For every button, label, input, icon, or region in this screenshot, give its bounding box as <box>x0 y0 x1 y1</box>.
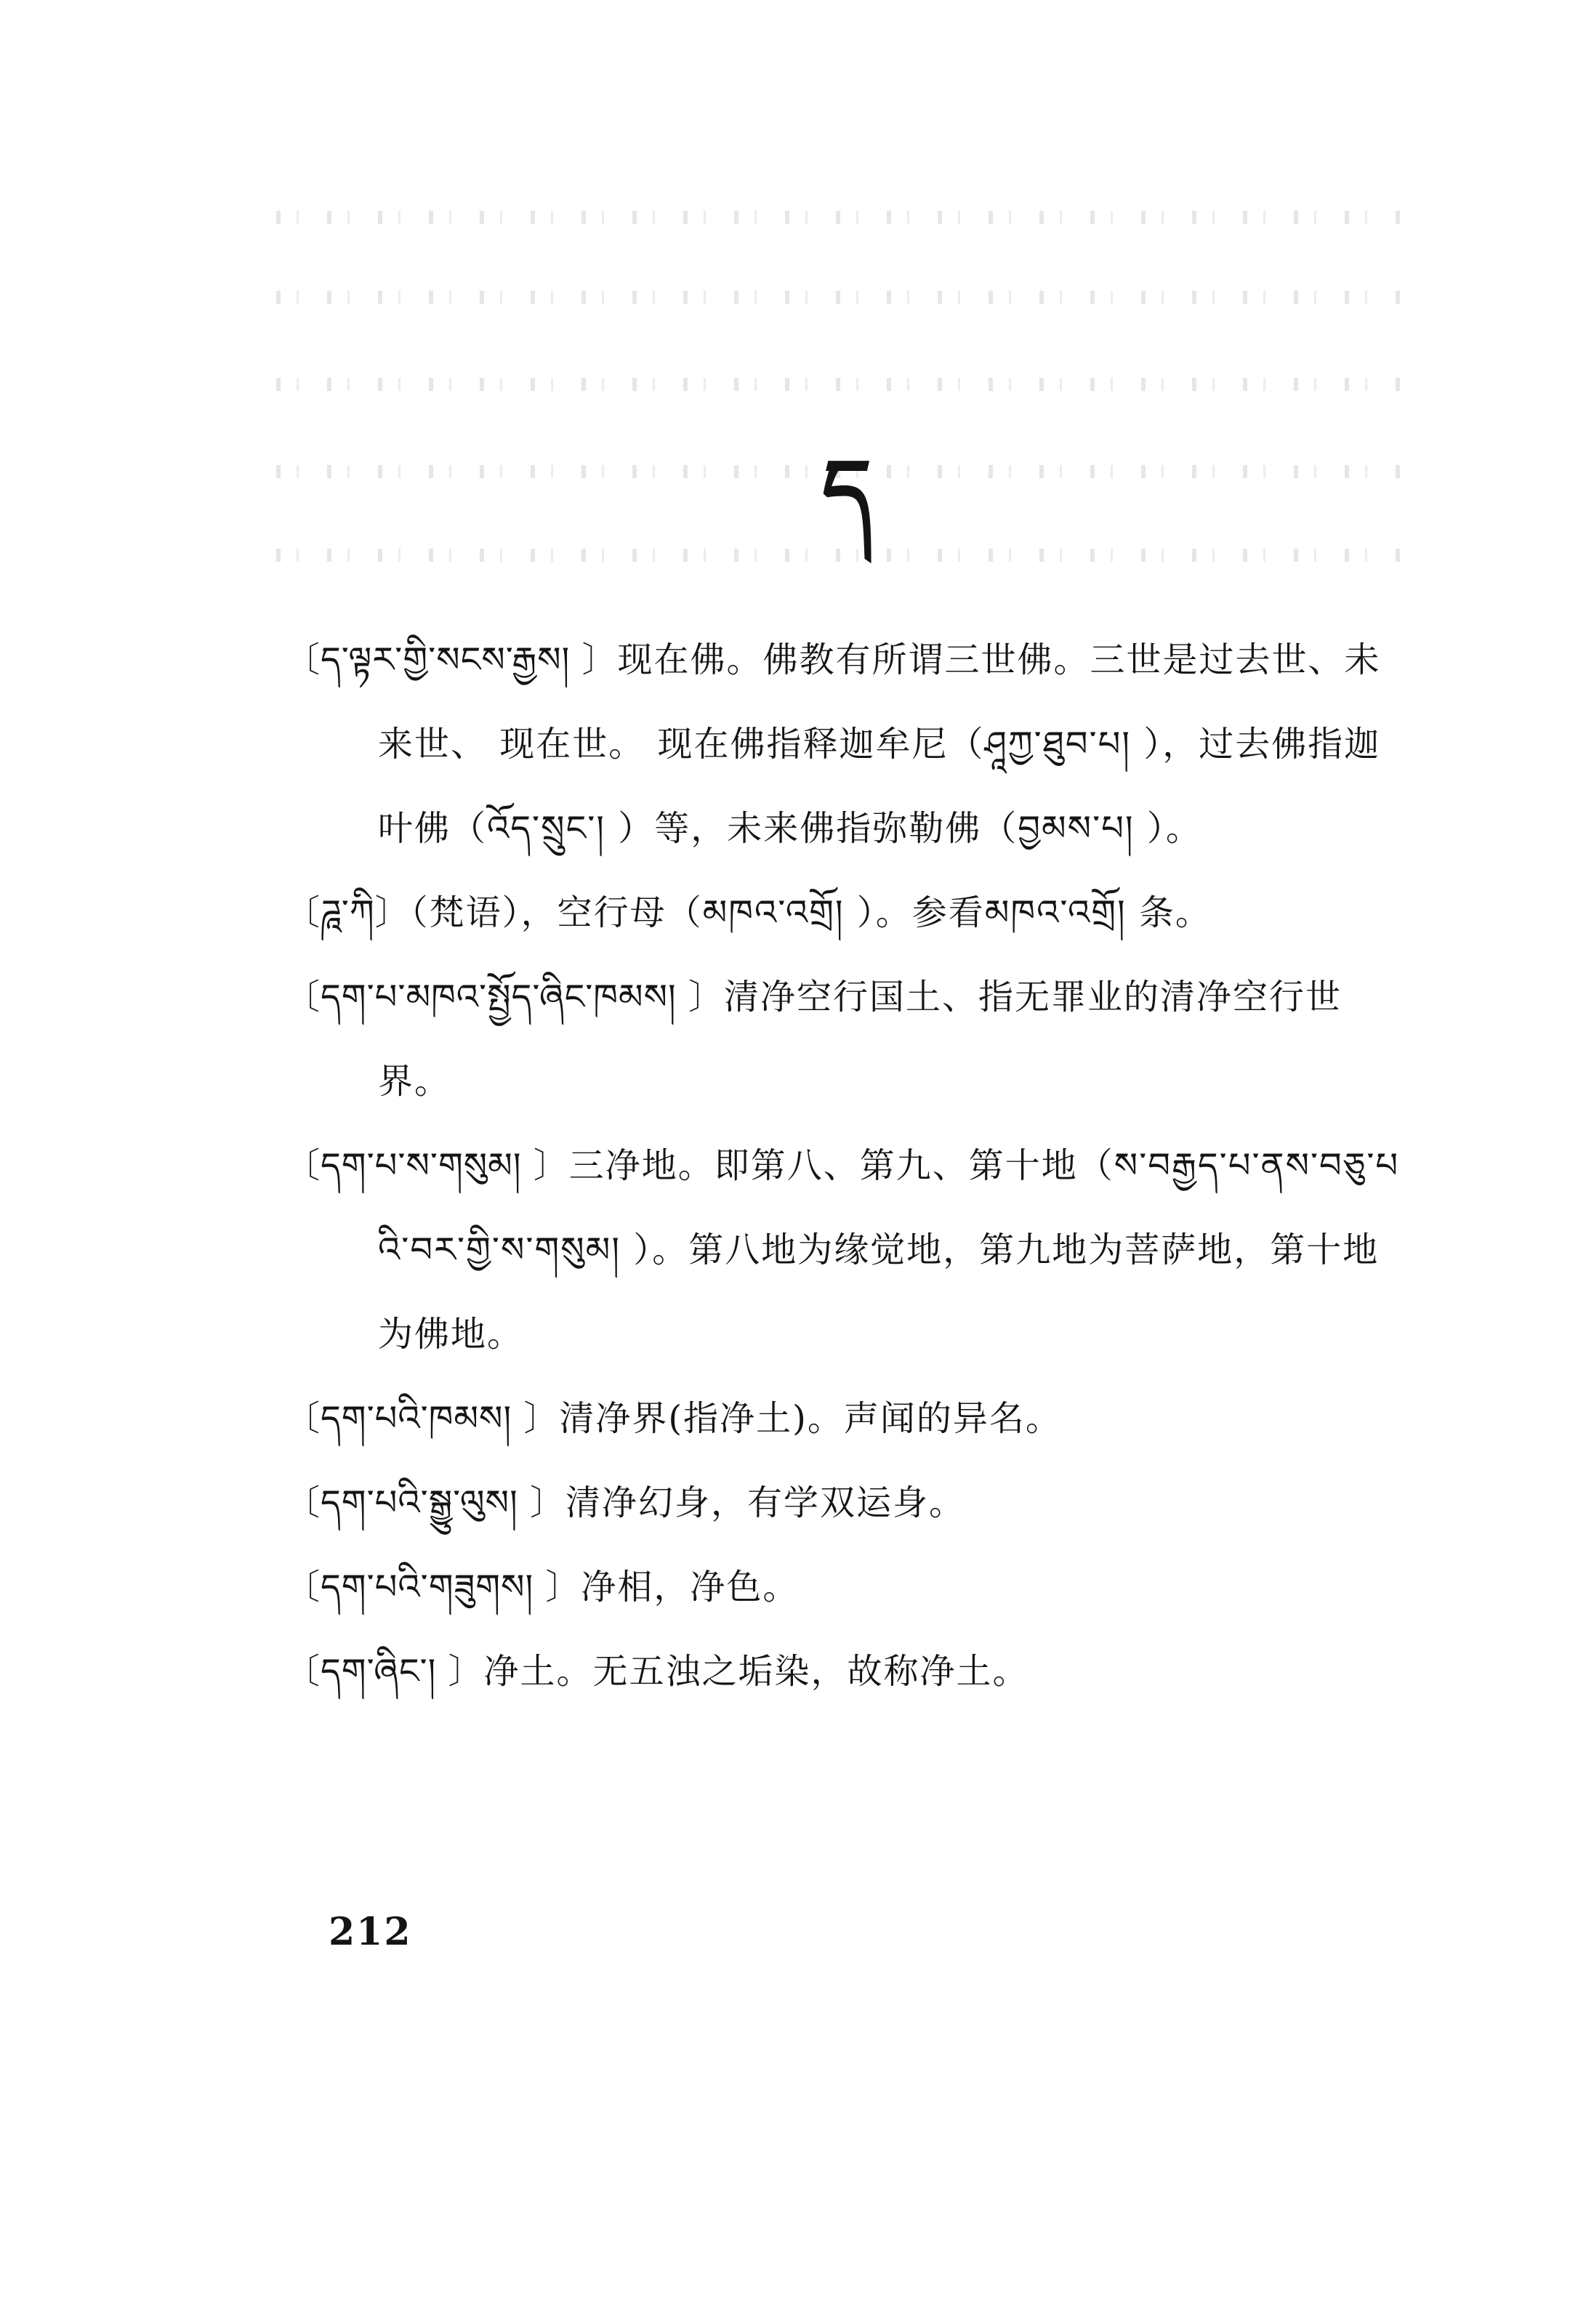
dictionary-entry <box>285 1376 1404 1461</box>
entry-definition: （梵语），空行母（མཁའ་འགྲོ། ）。参看མཁའ་འགྲོ། 条。 <box>410 892 1212 933</box>
entry-list <box>285 618 1404 1714</box>
dictionary-entry <box>285 1123 1404 1376</box>
entry-headword: 〔དག་པ་ས་གསུམ། 〕 <box>285 1145 569 1186</box>
dictionary-entry <box>285 955 1404 1123</box>
entry-headword: 〔ཌཱ་ཀི〕 <box>285 892 411 933</box>
entry-definition: 三净地。即第八、第九、第十地（ས་བརྒྱད་པ་ནས་བཅུ་པའི་བར་གྱི་ས་གསུམ། ）。第八地为缘觉地，第九地为菩萨地，第十地为佛地。 <box>378 1145 1400 1355</box>
entry-headword: 〔ད་ལྟར་གྱི་སངས་རྒྱས། 〕 <box>285 639 618 680</box>
entry-definition: 清净界(指净土)。声闻的异名。 <box>559 1398 1062 1439</box>
entry-headword: 〔དག་པའི་ཁམས། 〕 <box>285 1398 560 1439</box>
entry-definition: 清净幻身，有学双运身。 <box>565 1482 966 1523</box>
bleed-through-noise <box>276 378 1410 391</box>
entry-headword: 〔དག་ཞིང་། 〕 <box>285 1651 484 1692</box>
section-letter: ད <box>821 440 872 541</box>
bleed-through-noise <box>276 291 1410 304</box>
dictionary-entry <box>285 618 1404 871</box>
entry-headword: 〔དག་པའི་སྒྱུ་ལུས། 〕 <box>285 1482 565 1523</box>
dictionary-entry <box>285 1461 1404 1545</box>
bleed-through-noise <box>276 549 1410 562</box>
dictionary-entry <box>285 1629 1404 1714</box>
page-number: 212 <box>329 1910 412 1954</box>
entry-definition: 净土。无五浊之垢染，故称净土。 <box>483 1651 1029 1692</box>
entry-definition: 现在佛。佛教有所谓三世佛。三世是过去世、未来世、 现在世。 现在佛指释迦牟尼（ཤཱཀྱ་ཐུབ་པ། ），过去佛指迦叶佛（འོད་སྲུང་། ）等，未来佛指弥勒佛（བྱམས་པ། ）。 <box>378 639 1381 849</box>
entry-definition: 清净空行国土、指无罪业的清净空行世界。 <box>378 977 1342 1102</box>
dictionary-entry <box>285 871 1404 955</box>
entry-headword: 〔དག་པ་མཁའ་སྤྱོད་ཞིང་ཁམས། 〕 <box>285 977 724 1017</box>
entry-definition: 净相，净色。 <box>581 1567 800 1607</box>
bleed-through-noise <box>276 211 1410 224</box>
entry-headword: 〔དག་པའི་གཟུགས། 〕 <box>285 1567 581 1607</box>
dictionary-entry <box>285 1545 1404 1629</box>
